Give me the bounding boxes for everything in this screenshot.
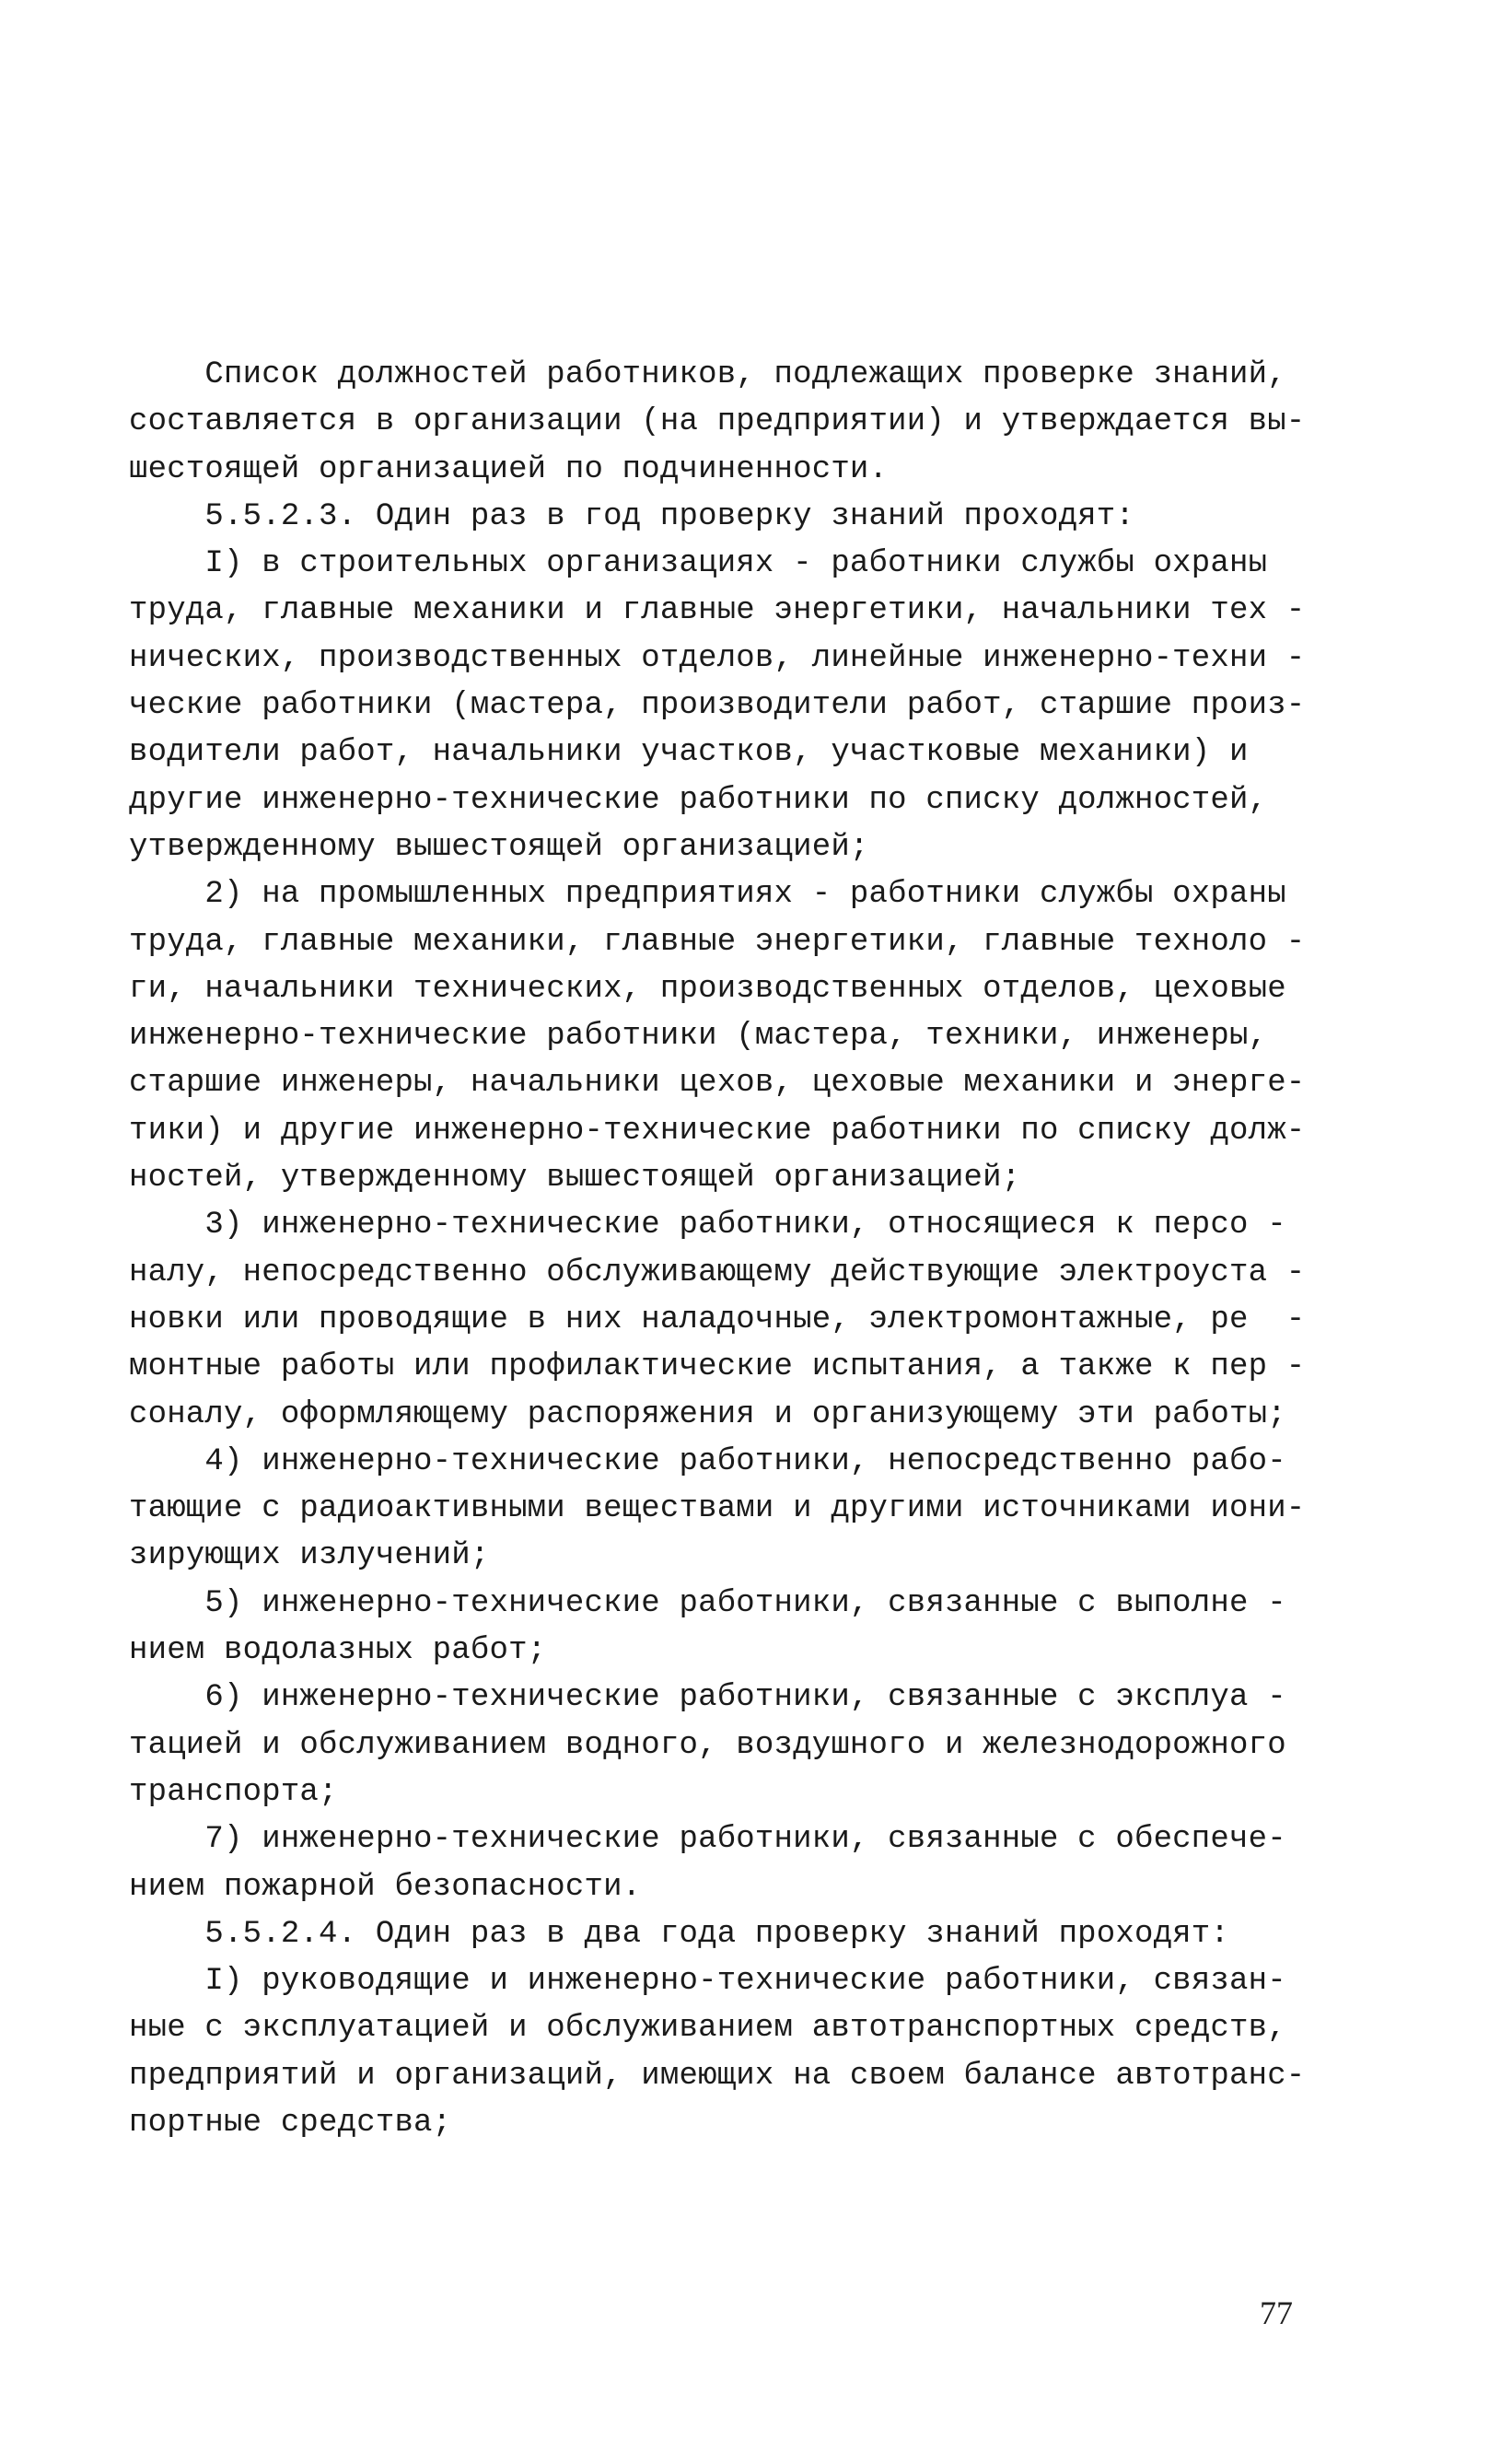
text-line: инженерно-технические работники (мастера, техники, инженеры, xyxy=(129,1019,1268,1055)
text-line: ностей, утвержденному вышестоящей организацией; xyxy=(129,1161,1021,1197)
text-line: тающие с радиоактивными веществами и другими источниками иони- xyxy=(129,1491,1306,1527)
text-line: I) руководящие и инженерно-технические работники, связан- xyxy=(129,1964,1286,2000)
text-line: другие инженерно-технические работники по списку должностей, xyxy=(129,782,1268,818)
text-line: 6) инженерно-технические работники, связанные с эксплуа - xyxy=(129,1680,1286,1716)
text-line: нических, производственных отделов, линейные инженерно-техни - xyxy=(129,640,1306,676)
text-line: ги, начальники технических, производственных отделов, цеховые xyxy=(129,971,1286,1007)
text-line: утвержденному вышестоящей организацией; xyxy=(129,829,869,865)
text-line: 3) инженерно-технические работники, относящиеся к персо - xyxy=(129,1208,1286,1243)
text-line: I) в строительных организациях - работники службы охраны xyxy=(129,546,1268,582)
page-number: 77 xyxy=(1260,2294,1293,2331)
text-line: старшие инженеры, начальники цехов, цеховые механики и энерге- xyxy=(129,1066,1306,1102)
text-line: нием пожарной безопасности. xyxy=(129,1869,642,1905)
text-line: ные с эксплуатацией и обслуживанием автотранспортных средств, xyxy=(129,2011,1286,2047)
text-line: новки или проводящие в них наладочные, электромонтажные, ре - xyxy=(129,1302,1306,1337)
text-line: зирующих излучений; xyxy=(129,1538,490,1574)
text-line: 5) инженерно-технические работники, связанные с выполне - xyxy=(129,1585,1286,1621)
text-line: 4) инженерно-технические работники, непосредственно рабо- xyxy=(129,1443,1286,1479)
text-line: 5.5.2.4. Один раз в два года проверку знаний проходят: xyxy=(129,1916,1229,1952)
text-line: соналу, оформляющему распоряжения и организующему эти работы; xyxy=(129,1396,1286,1432)
text-line: предприятий и организаций, имеющих на своем балансе автотранс- xyxy=(129,2058,1306,2094)
text-line: монтные работы или профилактические испытания, а также к пер - xyxy=(129,1349,1306,1385)
text-line: тики) и другие инженерно-технические работники по списку долж- xyxy=(129,1113,1306,1149)
text-line: шестоящей организацией по подчиненности. xyxy=(129,451,889,487)
text-line: труда, главные механики и главные энергетики, начальники тех - xyxy=(129,593,1306,629)
text-line: Список должностей работников, подлежащих проверке знаний, xyxy=(129,357,1286,392)
text-line: налу, непосредственно обслуживающему действующие электроуста - xyxy=(129,1255,1306,1290)
body-text xyxy=(129,352,1317,2147)
text-line: 7) инженерно-технические работники, связанные с обеспече- xyxy=(129,1822,1286,1858)
text-line: труда, главные механики, главные энергетики, главные техноло - xyxy=(129,924,1306,960)
text-line: составляется в организации (на предприятии) и утверждается вы- xyxy=(129,404,1306,440)
text-line: портные средства; xyxy=(129,2105,452,2141)
text-line: ческие работники (мастера, производители работ, старшие произ- xyxy=(129,688,1306,724)
text-line: водители работ, начальники участков, участковые механики) и xyxy=(129,735,1249,771)
text-line: 2) на промышленных предприятиях - работники службы охраны xyxy=(129,877,1286,913)
text-line: транспорта; xyxy=(129,1774,338,1810)
text-line: тацией и обслуживанием водного, воздушного и железнодорожного xyxy=(129,1727,1286,1763)
text-line: 5.5.2.3. Один раз в год проверку знаний проходят: xyxy=(129,498,1134,534)
text-line: нием водолазных работ; xyxy=(129,1633,547,1669)
